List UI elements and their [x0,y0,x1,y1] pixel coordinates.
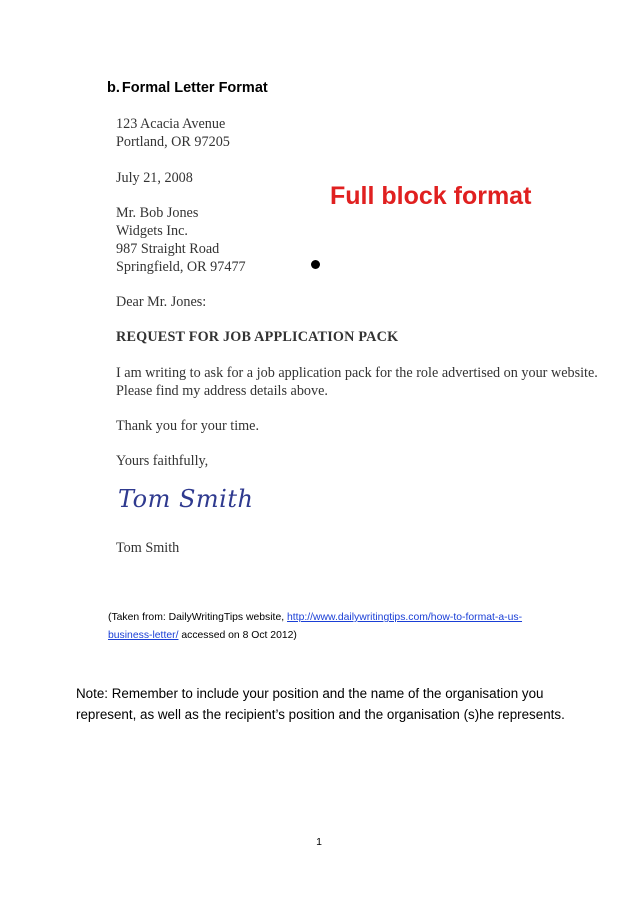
recipient-line: Springfield, OR 97477 [116,259,246,275]
section-heading [107,80,268,96]
full-block-format-label: Full block format [330,182,532,210]
recipient-line: Mr. Bob Jones [116,205,199,221]
body-line: I am writing to ask for a job application pack for the role advertised on your website. [116,365,598,381]
sender-address-line: Portland, OR 97205 [116,134,230,150]
page-number: 1 [316,836,322,848]
letter-subject: REQUEST FOR JOB APPLICATION PACK [116,329,399,345]
source-citation [108,609,578,645]
body-line: Please find my address details above. [116,383,328,399]
sender-address-line: 123 Acacia Avenue [116,116,226,132]
recipient-line: 987 Straight Road [116,241,220,257]
bullet-dot [311,260,320,269]
note-paragraph: Note: Remember to include your position and the name of the organisation you represent, as well as the recipient’s position and the organisation (s)he represents. [76,686,565,722]
recipient-line: Widgets Inc. [116,223,188,239]
section-number: b. [107,80,120,96]
salutation: Dear Mr. Jones: [116,294,207,310]
letter-example-image [112,112,602,572]
source-link[interactable]: http://www.dailywritingtips.com/how-to-format-a-us- business-letter/ [108,612,523,641]
source-prefix: (Taken from: DailyWritingTips website, [108,612,285,623]
source-suffix: accessed on 8 Oct 2012) [181,630,297,641]
thanks-line: Thank you for your time. [116,418,260,434]
closing-line: Yours faithfully, [116,453,209,469]
section-title: Formal Letter Format [121,80,268,96]
letter-date: July 21, 2008 [116,170,193,186]
signer-name: Tom Smith [116,540,180,556]
handwritten-signature: Tom Smith [118,485,254,513]
